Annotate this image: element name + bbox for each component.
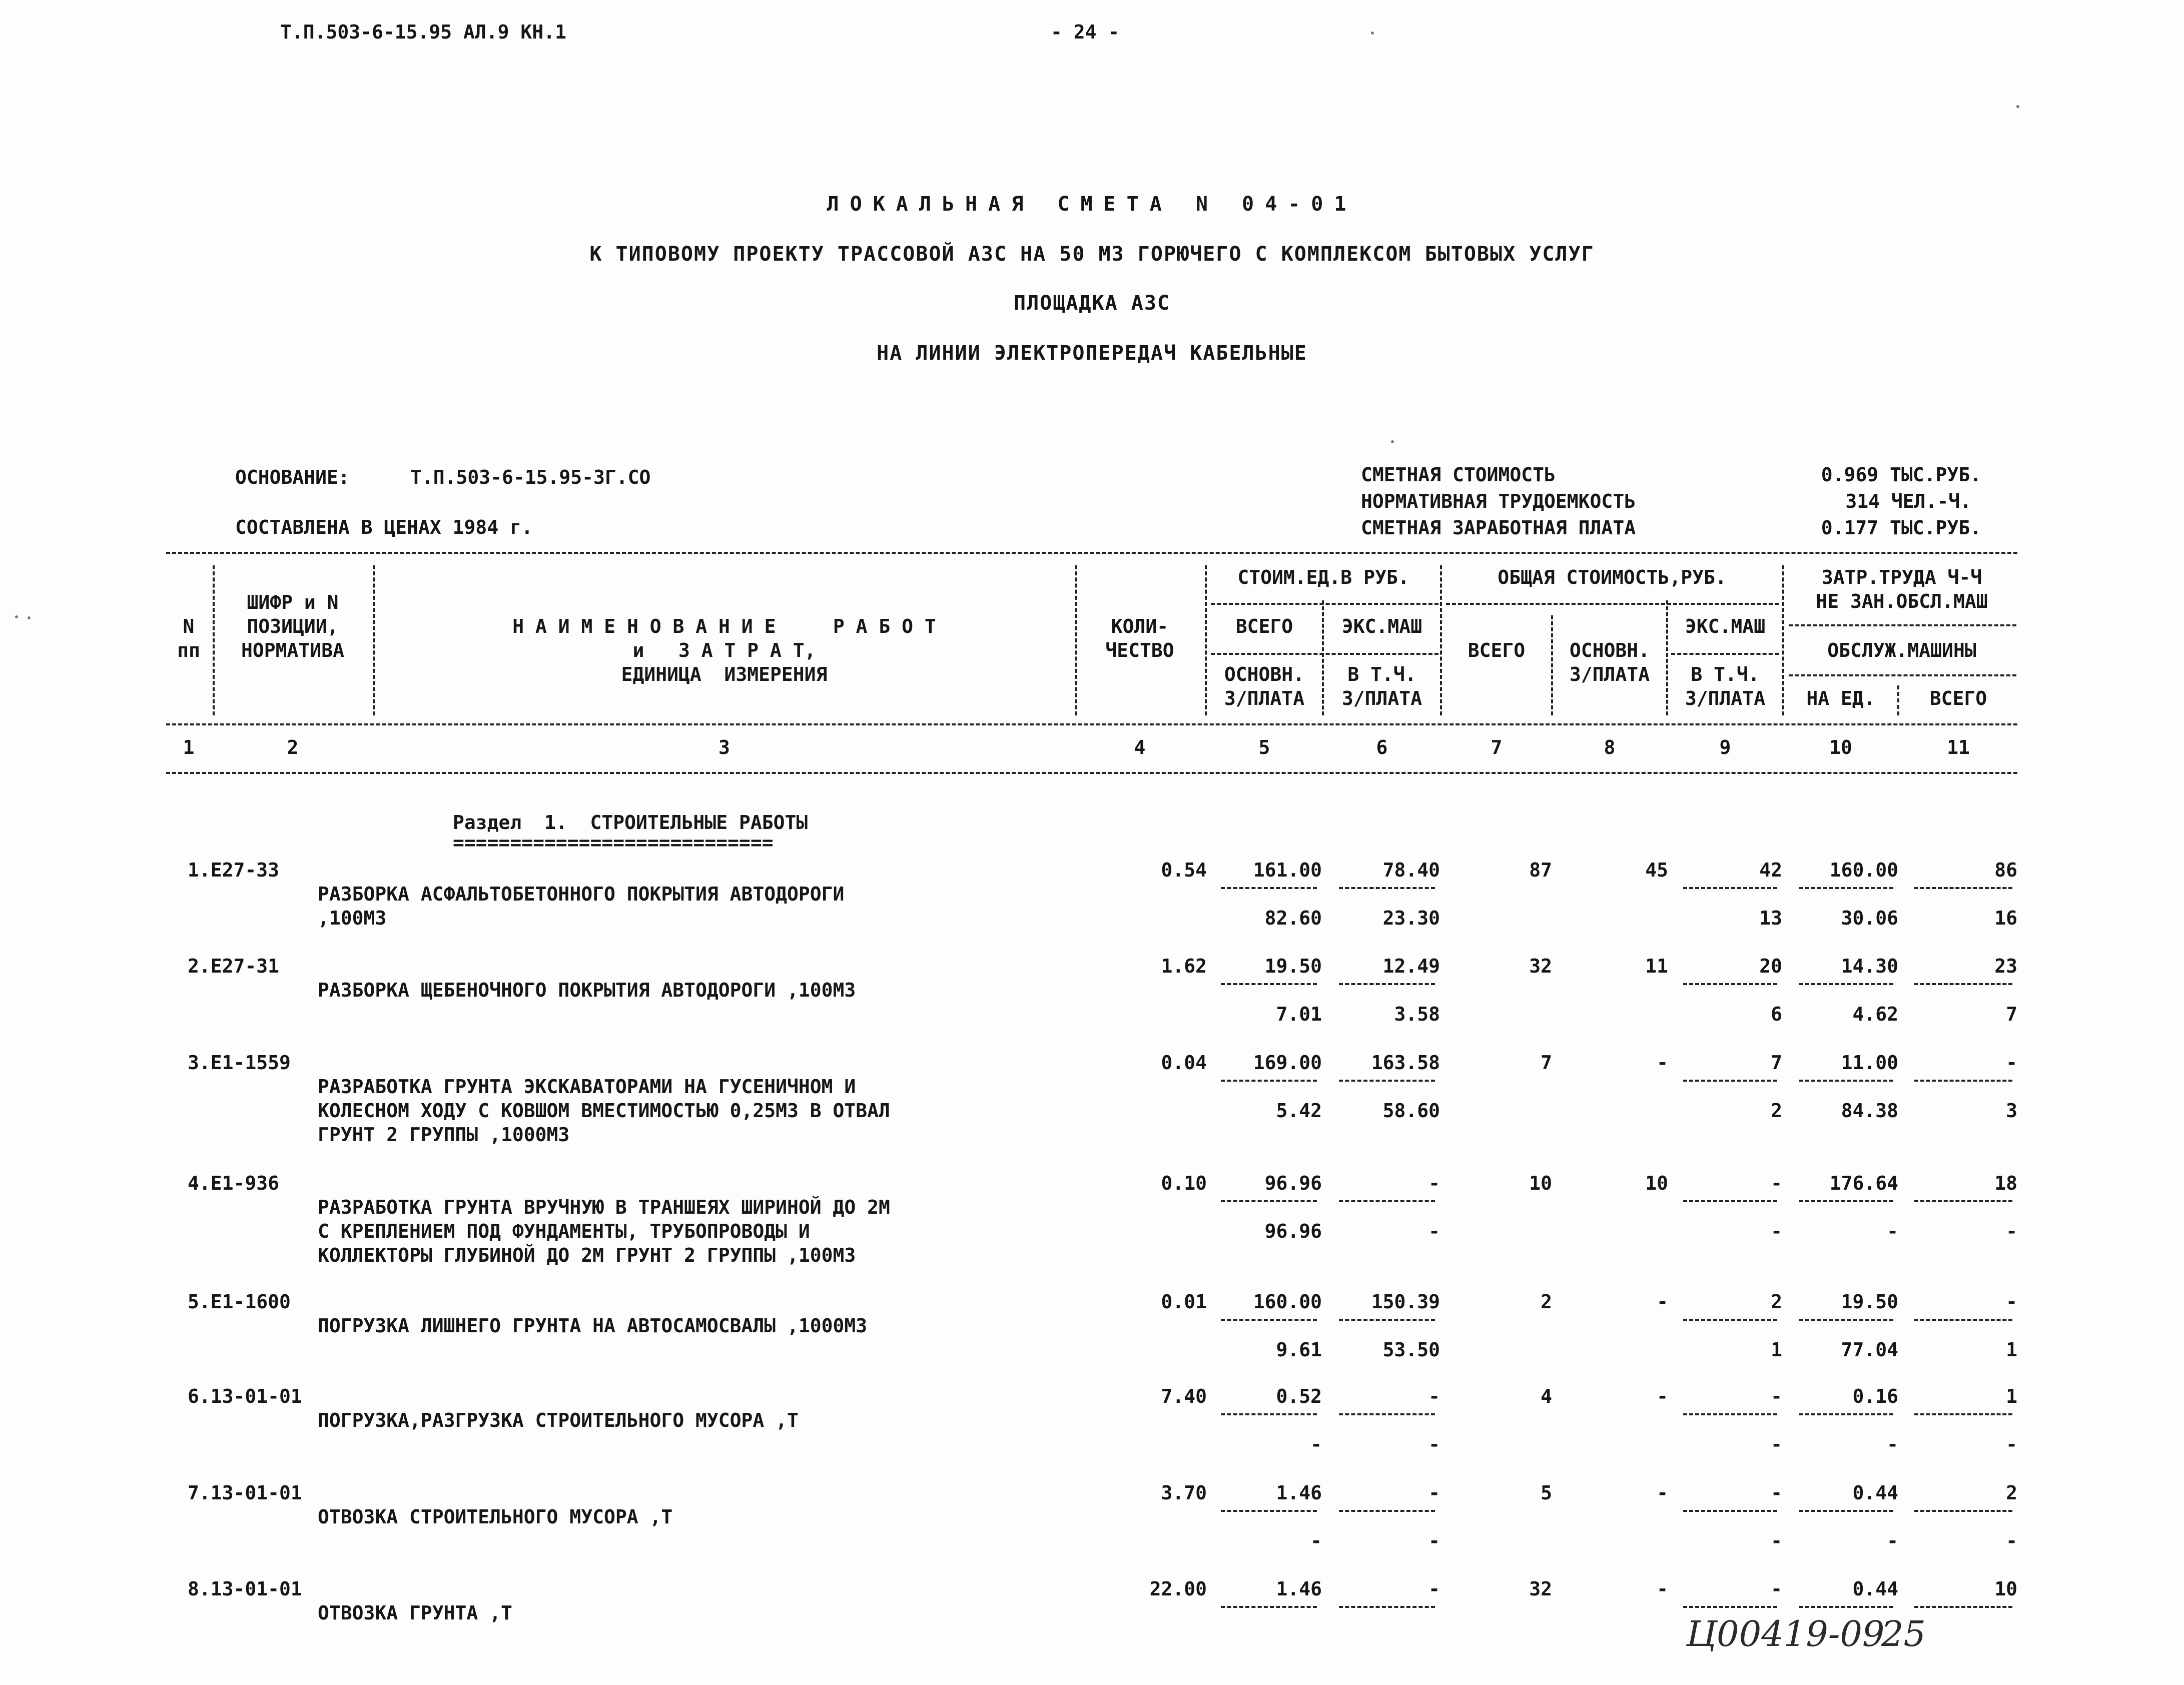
cell-c6b: 23.30 bbox=[1382, 907, 1440, 929]
col3-header: Н А И М Е Н О В А Н И Е Р А Б О Т bbox=[512, 615, 936, 637]
col4-header-2: ЧЕСТВО bbox=[1105, 639, 1174, 661]
cell-c10: 0.16 bbox=[1852, 1385, 1898, 1407]
cell-c8: - bbox=[1657, 1385, 1668, 1407]
cell-c6: 150.39 bbox=[1371, 1291, 1440, 1313]
cell-c5b: 96.96 bbox=[1264, 1220, 1322, 1242]
col2-header-3: НОРМАТИВА bbox=[241, 639, 344, 661]
row-position-code: 5.Е1-1600 bbox=[188, 1291, 291, 1313]
col-divider bbox=[373, 565, 375, 715]
cell-c9: 42 bbox=[1759, 859, 1782, 881]
cell-separator bbox=[1339, 1200, 1435, 1202]
prices-label: СОСТАВЛЕНА В ЦЕНАХ 1984 г. bbox=[235, 516, 533, 538]
cell-qty: 7.40 bbox=[1161, 1385, 1207, 1407]
cell-c5b: - bbox=[1310, 1433, 1322, 1455]
cell-c7: 4 bbox=[1541, 1385, 1552, 1407]
row-position-code: 7.13-01-01 bbox=[188, 1482, 302, 1504]
cell-c10b: 30.06 bbox=[1841, 907, 1898, 929]
cell-separator bbox=[1799, 1319, 1893, 1321]
cell-separator bbox=[1914, 1080, 2012, 1082]
scan-speck bbox=[28, 616, 31, 619]
cell-c9: 7 bbox=[1771, 1052, 1782, 1074]
cell-separator bbox=[1799, 1606, 1893, 1608]
row-work-name: ПОГРУЗКА ЛИШНЕГО ГРУНТА НА АВТОСАМОСВАЛЫ ,1000М3 bbox=[318, 1315, 868, 1337]
col9-header-2: В Т.Ч. bbox=[1691, 663, 1760, 685]
cell-separator bbox=[1339, 1080, 1435, 1082]
document-reference: Т.П.503-6-15.95 АЛ.9 КН.1 bbox=[280, 21, 566, 43]
cell-c9: 20 bbox=[1759, 955, 1782, 977]
cell-qty: 22.00 bbox=[1149, 1578, 1207, 1600]
cell-c5b: 5.42 bbox=[1276, 1100, 1322, 1122]
cell-c5: 19.50 bbox=[1264, 955, 1322, 977]
col-number: 10 bbox=[1829, 736, 1852, 758]
cell-separator bbox=[1221, 983, 1317, 985]
col1-header: N bbox=[183, 615, 195, 637]
col9-header-3: З/ПЛАТА bbox=[1685, 687, 1766, 709]
wage-label: СМЕТНАЯ ЗАРАБОТНАЯ ПЛАТА bbox=[1361, 517, 1636, 539]
cell-qty: 1.62 bbox=[1161, 955, 1207, 977]
col-number: 4 bbox=[1134, 736, 1146, 758]
cell-qty: 0.01 bbox=[1161, 1291, 1207, 1313]
cell-separator bbox=[1221, 1413, 1317, 1415]
row-work-name: КОЛЛЕКТОРЫ ГЛУБИНОЙ ДО 2М ГРУНТ 2 ГРУППЫ ,100М3 bbox=[318, 1244, 856, 1266]
cell-c10: 0.44 bbox=[1852, 1482, 1898, 1504]
row-work-name: РАЗБОРКА ЩЕБЕНОЧНОГО ПОКРЫТИЯ АВТОДОРОГИ ,100М3 bbox=[318, 979, 856, 1001]
col1-header-sub: пп bbox=[177, 639, 200, 661]
cell-separator bbox=[1683, 1319, 1777, 1321]
cell-c6b: 3.58 bbox=[1394, 1003, 1440, 1025]
cell-separator bbox=[1221, 1510, 1317, 1512]
page-number: - 24 - bbox=[1051, 21, 1120, 43]
cell-c8: - bbox=[1657, 1578, 1668, 1600]
cell-c6: 12.49 bbox=[1382, 955, 1440, 977]
cell-c5: 1.46 bbox=[1276, 1482, 1322, 1504]
cell-c10b: - bbox=[1887, 1220, 1898, 1242]
header-sub-rule bbox=[1789, 674, 2016, 676]
cell-c9b: 6 bbox=[1771, 1003, 1782, 1025]
cell-c6: - bbox=[1428, 1385, 1440, 1407]
cell-c6: - bbox=[1428, 1482, 1440, 1504]
cell-c6b: - bbox=[1428, 1433, 1440, 1455]
col-divider bbox=[213, 565, 215, 715]
cell-separator bbox=[1683, 1080, 1777, 1082]
scan-speck bbox=[15, 615, 18, 618]
cell-separator bbox=[1221, 1319, 1317, 1321]
cell-c9: 2 bbox=[1771, 1291, 1782, 1313]
row-position-code: 1.Е27-33 bbox=[188, 859, 280, 881]
row-work-name: КОЛЕСНОМ ХОДУ С КОВШОМ ВМЕСТИМОСТЬЮ 0,25М3 В ОТВАЛ bbox=[318, 1100, 890, 1122]
labor-label: НОРМАТИВНАЯ ТРУДОЕМКОСТЬ bbox=[1361, 490, 1636, 512]
row-position-code: 8.13-01-01 bbox=[188, 1578, 302, 1600]
cell-c9b: 13 bbox=[1759, 907, 1782, 929]
col5-header: ВСЕГО bbox=[1235, 615, 1293, 637]
col-number: 8 bbox=[1604, 736, 1616, 758]
cell-c7: 32 bbox=[1529, 1578, 1552, 1600]
cell-c6: 163.58 bbox=[1371, 1052, 1440, 1074]
cell-c11: - bbox=[2006, 1052, 2017, 1074]
cell-separator bbox=[1914, 1413, 2012, 1415]
cell-separator bbox=[1799, 1510, 1893, 1512]
col-number: 6 bbox=[1376, 736, 1388, 758]
scan-speck bbox=[1391, 440, 1394, 443]
col5-header-2: ОСНОВН. bbox=[1224, 663, 1305, 685]
cell-c8: - bbox=[1657, 1291, 1668, 1313]
cell-c6: - bbox=[1428, 1172, 1440, 1194]
row-work-name: РАЗРАБОТКА ГРУНТА ВРУЧНУЮ В ТРАНШЕЯХ ШИРИНОЙ ДО 2М bbox=[318, 1196, 890, 1218]
cell-separator bbox=[1914, 1606, 2012, 1608]
cell-c11: 2 bbox=[2006, 1482, 2017, 1504]
cell-separator bbox=[1914, 887, 2012, 889]
cell-separator bbox=[1914, 983, 2012, 985]
cell-c5b: 82.60 bbox=[1264, 907, 1322, 929]
cell-c9: - bbox=[1771, 1578, 1782, 1600]
cost-label: СМЕТНАЯ СТОИМОСТЬ bbox=[1361, 464, 1556, 486]
cell-c11: - bbox=[2006, 1291, 2017, 1313]
cell-c5: 160.00 bbox=[1253, 1291, 1322, 1313]
col-number: 9 bbox=[1719, 736, 1731, 758]
header-sub-rule bbox=[1446, 603, 1779, 605]
title-line-2: К ТИПОВОМУ ПРОЕКТУ ТРАССОВОЙ АЗС НА 50 М3 ГОРЮЧЕГО С КОМПЛЕКСОМ БЫТОВЫХ УСЛУГ bbox=[589, 243, 1595, 266]
labor-header-3: ОБСЛУЖ.МАШИНЫ bbox=[1827, 639, 1976, 661]
cell-c11: 10 bbox=[1994, 1578, 2017, 1600]
numbers-bottom-rule bbox=[166, 772, 2017, 774]
wage-value: 0.177 ТЫС.РУБ. bbox=[1821, 517, 1981, 539]
col-number: 7 bbox=[1491, 736, 1503, 758]
cell-separator bbox=[1339, 1413, 1435, 1415]
title-line-4: НА ЛИНИИ ЭЛЕКТРОПЕРЕДАЧ КАБЕЛЬНЫЕ bbox=[877, 342, 1307, 365]
cell-c10: 11.00 bbox=[1841, 1052, 1898, 1074]
cell-separator bbox=[1339, 1510, 1435, 1512]
col6-header-3: З/ПЛАТА bbox=[1341, 687, 1422, 709]
col6-header-2: В Т.Ч. bbox=[1347, 663, 1416, 685]
cell-c11b: 3 bbox=[2006, 1100, 2017, 1122]
cell-c8: 10 bbox=[1645, 1172, 1668, 1194]
cell-c7: 10 bbox=[1529, 1172, 1552, 1194]
cell-separator bbox=[1799, 1200, 1893, 1202]
cell-c10: 14.30 bbox=[1841, 955, 1898, 977]
cell-separator bbox=[1914, 1510, 2012, 1512]
labor-value: 314 ЧЕЛ.-Ч. bbox=[1845, 490, 1971, 512]
header-sub-rule bbox=[1789, 624, 2016, 626]
cell-separator bbox=[1914, 1200, 2012, 1202]
cell-c6b: - bbox=[1428, 1530, 1440, 1552]
cell-c11: 18 bbox=[1994, 1172, 2017, 1194]
cell-separator bbox=[1339, 983, 1435, 985]
cell-c8: 45 bbox=[1645, 859, 1668, 881]
cell-separator bbox=[1221, 887, 1317, 889]
cell-separator bbox=[1221, 1606, 1317, 1608]
cell-c5b: 7.01 bbox=[1276, 1003, 1322, 1025]
cell-c5: 161.00 bbox=[1253, 859, 1322, 881]
cell-separator bbox=[1339, 887, 1435, 889]
cost-value: 0.969 ТЫС.РУБ. bbox=[1821, 464, 1981, 486]
cell-c7: 87 bbox=[1529, 859, 1552, 881]
cell-c7: 7 bbox=[1541, 1052, 1552, 1074]
cell-separator bbox=[1799, 983, 1893, 985]
cell-c10: 19.50 bbox=[1841, 1291, 1898, 1313]
col5-header-3: З/ПЛАТА bbox=[1224, 687, 1305, 709]
cell-separator bbox=[1339, 1606, 1435, 1608]
cell-c9: - bbox=[1771, 1172, 1782, 1194]
cell-separator bbox=[1683, 1606, 1777, 1608]
cell-c10b: - bbox=[1887, 1530, 1898, 1552]
labor-header: ЗАТР.ТРУДА Ч-Ч bbox=[1821, 566, 1982, 588]
col8-header-2: З/ПЛАТА bbox=[1569, 663, 1650, 685]
cell-qty: 0.10 bbox=[1161, 1172, 1207, 1194]
row-work-name: РАЗРАБОТКА ГРУНТА ЭКСКАВАТОРАМИ НА ГУСЕНИЧНОМ И bbox=[318, 1076, 856, 1098]
cell-c8: - bbox=[1657, 1052, 1668, 1074]
scan-speck bbox=[1371, 32, 1374, 35]
cell-separator bbox=[1683, 1413, 1777, 1415]
cell-c6: - bbox=[1428, 1578, 1440, 1600]
row-position-code: 2.Е27-31 bbox=[188, 955, 280, 977]
row-work-name: РАЗБОРКА АСФАЛЬТОБЕТОННОГО ПОКРЫТИЯ АВТОДОРОГИ bbox=[318, 883, 845, 905]
col10-header: НА ЕД. bbox=[1806, 687, 1875, 709]
cell-separator bbox=[1221, 1080, 1317, 1082]
cell-separator bbox=[1339, 1319, 1435, 1321]
basis-label: ОСНОВАНИЕ: bbox=[235, 466, 350, 488]
cell-separator bbox=[1683, 1510, 1777, 1512]
cell-c10: 160.00 bbox=[1829, 859, 1898, 881]
cell-c11b: 7 bbox=[2006, 1003, 2017, 1025]
row-work-name: С КРЕПЛЕНИЕМ ПОД ФУНДАМЕНТЫ, ТРУБОПРОВОДЫ И bbox=[318, 1220, 810, 1242]
cell-c5b: 9.61 bbox=[1276, 1339, 1322, 1361]
cell-c5: 169.00 bbox=[1253, 1052, 1322, 1074]
row-work-name: ОТВОЗКА СТРОИТЕЛЬНОГО МУСОРА ,Т bbox=[318, 1506, 673, 1528]
labor-header-2: НЕ ЗАН.ОБСЛ.МАШ bbox=[1816, 590, 1988, 612]
cell-c11: 1 bbox=[2006, 1385, 2017, 1407]
col9-header: ЭКС.МАШ bbox=[1685, 615, 1766, 637]
cell-c10b: 4.62 bbox=[1852, 1003, 1898, 1025]
cell-c8: 11 bbox=[1645, 955, 1668, 977]
cell-separator bbox=[1683, 887, 1777, 889]
cell-c9b: - bbox=[1771, 1530, 1782, 1552]
cell-c9b: - bbox=[1771, 1433, 1782, 1455]
cell-c8: - bbox=[1657, 1482, 1668, 1504]
cell-separator bbox=[1914, 1319, 2012, 1321]
cell-c11b: - bbox=[2006, 1220, 2017, 1242]
col-number: 11 bbox=[1947, 736, 1970, 758]
row-work-name: ГРУНТ 2 ГРУППЫ ,1000М3 bbox=[318, 1124, 570, 1146]
cell-qty: 0.04 bbox=[1161, 1052, 1207, 1074]
page-title: ЛОКАЛЬНАЯ СМЕТА N 04-01 bbox=[827, 193, 1357, 216]
cell-separator bbox=[1799, 887, 1893, 889]
cell-separator bbox=[1221, 1200, 1317, 1202]
cell-c5: 1.46 bbox=[1276, 1578, 1322, 1600]
cell-separator bbox=[1683, 983, 1777, 985]
col11-header: ВСЕГО bbox=[1929, 687, 1987, 709]
cell-c9b: - bbox=[1771, 1220, 1782, 1242]
cell-c5: 96.96 bbox=[1264, 1172, 1322, 1194]
col4-header: КОЛИ- bbox=[1111, 615, 1169, 637]
cell-separator bbox=[1683, 1200, 1777, 1202]
row-work-name: ПОГРУЗКА,РАЗГРУЗКА СТРОИТЕЛЬНОГО МУСОРА ,Т bbox=[318, 1409, 799, 1431]
col2-header-2: ПОЗИЦИИ, bbox=[247, 615, 339, 637]
scan-speck bbox=[2016, 105, 2019, 108]
cell-separator bbox=[1799, 1413, 1893, 1415]
cell-separator bbox=[1799, 1080, 1893, 1082]
cell-c6: 78.40 bbox=[1382, 859, 1440, 881]
cell-qty: 3.70 bbox=[1161, 1482, 1207, 1504]
cell-c9: - bbox=[1771, 1482, 1782, 1504]
table-top-rule bbox=[166, 552, 2017, 554]
title-line-3: ПЛОЩАДКА АЗС bbox=[1014, 292, 1170, 315]
col-number: 1 bbox=[183, 736, 195, 758]
header-sub-rule bbox=[1671, 653, 1779, 655]
col3-header-2: и З А Т Р А Т, bbox=[632, 639, 816, 661]
col7-header: ВСЕГО bbox=[1468, 639, 1526, 661]
cell-c10: 0.44 bbox=[1852, 1578, 1898, 1600]
cell-c5b: - bbox=[1310, 1530, 1322, 1552]
row-work-name: ОТВОЗКА ГРУНТА ,Т bbox=[318, 1602, 512, 1624]
cell-c5: 0.52 bbox=[1276, 1385, 1322, 1407]
cell-c10b: - bbox=[1887, 1433, 1898, 1455]
cell-c9b: 2 bbox=[1771, 1100, 1782, 1122]
col-number: 5 bbox=[1258, 736, 1270, 758]
col6-header: ЭКС.МАШ bbox=[1341, 615, 1422, 637]
cell-c11b: - bbox=[2006, 1530, 2017, 1552]
cell-c6b: 53.50 bbox=[1382, 1339, 1440, 1361]
section-underline: ============================ bbox=[453, 831, 774, 854]
handwritten-page: 25 bbox=[1881, 1613, 1926, 1654]
cell-c7: 5 bbox=[1541, 1482, 1552, 1504]
cell-c7: 32 bbox=[1529, 955, 1552, 977]
section-title: Раздел 1. СТРОИТЕЛЬНЫЕ РАБОТЫ bbox=[453, 811, 808, 833]
cell-c9b: 1 bbox=[1771, 1339, 1782, 1361]
cell-c6b: - bbox=[1428, 1220, 1440, 1242]
cell-c7: 2 bbox=[1541, 1291, 1552, 1313]
header-sub-rule bbox=[1211, 603, 1438, 605]
row-position-code: 3.Е1-1559 bbox=[188, 1052, 291, 1074]
cell-c11b: 1 bbox=[2006, 1339, 2017, 1361]
cell-c10b: 77.04 bbox=[1841, 1339, 1898, 1361]
header-bottom-rule bbox=[166, 723, 2017, 725]
col2-header: ШИФР и N bbox=[247, 591, 339, 613]
cell-c6b: 58.60 bbox=[1382, 1100, 1440, 1122]
cell-c9: - bbox=[1771, 1385, 1782, 1407]
handwritten-code: Ц00419-09 bbox=[1686, 1613, 1885, 1654]
cell-c11b: - bbox=[2006, 1433, 2017, 1455]
total-cost-header: ОБЩАЯ СТОИМОСТЬ,РУБ. bbox=[1498, 566, 1727, 588]
row-position-code: 4.Е1-936 bbox=[188, 1172, 280, 1194]
cell-c11b: 16 bbox=[1994, 907, 2017, 929]
col3-header-3: ЕДИНИЦА ИЗМЕРЕНИЯ bbox=[621, 663, 828, 685]
cell-c10: 176.64 bbox=[1829, 1172, 1898, 1194]
col-number: 2 bbox=[287, 736, 299, 758]
cell-c11: 23 bbox=[1994, 955, 2017, 977]
cell-c10b: 84.38 bbox=[1841, 1100, 1898, 1122]
row-work-name: ,100М3 bbox=[318, 907, 387, 929]
cell-c11: 86 bbox=[1994, 859, 2017, 881]
header-sub-rule bbox=[1211, 653, 1438, 655]
col8-header: ОСНОВН. bbox=[1569, 639, 1650, 661]
cell-qty: 0.54 bbox=[1161, 859, 1207, 881]
unit-cost-header: СТОИМ.ЕД.В РУБ. bbox=[1237, 566, 1409, 588]
col-number: 3 bbox=[718, 736, 730, 758]
row-position-code: 6.13-01-01 bbox=[188, 1385, 302, 1407]
basis-value: Т.П.503-6-15.95-3Г.СО bbox=[410, 466, 651, 488]
